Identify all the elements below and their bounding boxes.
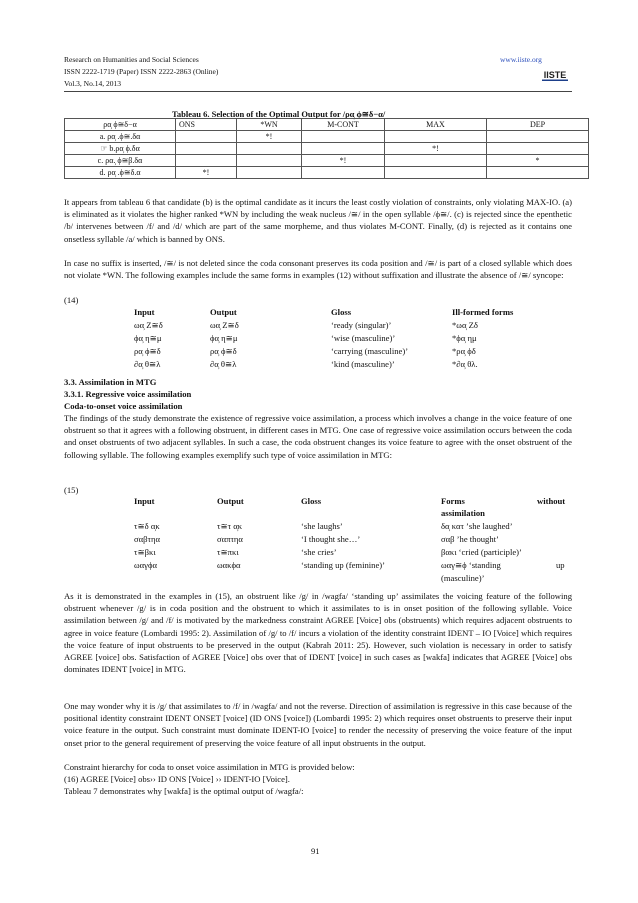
violation-mark xyxy=(302,143,385,155)
column-header-ill-formed: Ill-formed forms xyxy=(452,307,514,317)
violation-mark xyxy=(176,131,237,143)
violation-mark: *! xyxy=(385,143,487,155)
section-heading-3-3: 3.3. Assimilation in MTG xyxy=(64,377,157,387)
column-header-input: Input xyxy=(134,307,155,317)
violation-mark xyxy=(302,167,385,179)
candidate-label: ☞ b.ρα̦ ϕ.δα xyxy=(65,143,176,155)
example-unassimilated-form: (masculine)’ xyxy=(441,573,485,583)
column-header-without: without xyxy=(537,496,566,506)
example-output: ωακϕα xyxy=(217,560,241,570)
example-gloss: ‘she cries’ xyxy=(301,547,337,557)
example-gloss: ‘I thought she…’ xyxy=(301,534,361,544)
constraint-header: DEP xyxy=(487,119,589,131)
subsection-heading: Coda-to-onset voice assimilation xyxy=(64,401,183,411)
violation-mark xyxy=(385,131,487,143)
journal-url-link[interactable]: www.iiste.org xyxy=(500,55,542,64)
column-header-output: Output xyxy=(210,307,237,317)
candidate-label: c. ρα.̦ ϕ≅β.δα xyxy=(65,155,176,167)
constraint-header: M-CONT xyxy=(302,119,385,131)
column-header-input: Input xyxy=(134,496,155,506)
example-output: ∂α̦ θ≅λ xyxy=(210,359,237,369)
issn-line: ISSN 2222-1719 (Paper) ISSN 2222-2863 (Online) xyxy=(64,67,219,76)
table-row xyxy=(65,155,589,167)
example-unassimilated-form: ωαγ≅ϕ ‘standing xyxy=(441,560,501,570)
hierarchy-intro: Constraint hierarchy for coda to onset voice assimilation in MTG is provided below: xyxy=(64,762,355,772)
paragraph-direction: One may wonder why it is /g/ that assimilates to /f/ in /wagfa/ and not the reverse. Direction of assimilation is regressive in this case because of the positional identity constraint IDENT ONSET [voice] (ID ONS [voice]) (Lombardi 1995: 2) which requires onset obstruents to preserve their input voice feature in the output. Such constraint must dominate IDENT-IO [voice] to render the necessity of preserving the voice feature of the input onset prior to the general requirement of preserving the voice feature of all input obstruents in the output. xyxy=(64,701,572,748)
example-ill-formed: *ϕα̦ ημ xyxy=(452,333,477,343)
candidate-label: d. ρα̦ .ϕ≅δ.α xyxy=(65,167,176,179)
example-input: ωαγϕα xyxy=(134,560,157,570)
violation-mark xyxy=(176,155,237,167)
volume-line: Vol.3, No.14, 2013 xyxy=(64,79,121,88)
column-header-gloss: Gloss xyxy=(331,307,352,317)
example-input: ∂α̦ θ≅λ xyxy=(134,359,161,369)
iiste-logo xyxy=(540,66,570,82)
example-ill-formed: *ωα̦ Ζδ xyxy=(452,320,478,330)
violation-mark: *! xyxy=(302,155,385,167)
column-header-output: Output xyxy=(217,496,244,506)
table-row xyxy=(65,167,589,179)
example-gloss: ‘ready (singular)’ xyxy=(331,320,392,330)
example-input: ωα̦ Ζ≅δ xyxy=(134,320,163,330)
constraint-header: ONS xyxy=(176,119,237,131)
section-heading-3-3-1: 3.3.1. Regressive voice assimilation xyxy=(64,389,192,399)
example-unassimilated-form: δα̦ κατ ’she laughed’ xyxy=(441,521,513,531)
example-output: ϕα̦ η≅μ xyxy=(210,333,238,343)
constraint-hierarchy-16: (16) AGREE [Voice] obs›› ID ONS [Voice] ›› IDENT-IO [Voice]. xyxy=(64,774,290,784)
violation-mark: * xyxy=(487,155,589,167)
candidate-label: a. ρα̦ .ϕ≅.δα xyxy=(65,131,176,143)
tableau-input: ρα̦ ϕ≅δ−α xyxy=(65,119,176,131)
violation-mark: *! xyxy=(237,131,302,143)
example-input: τ≅βκι xyxy=(134,547,156,557)
violation-mark xyxy=(176,143,237,155)
example-output: τ≅πκι xyxy=(217,547,239,557)
column-header-assimilation: assimilation xyxy=(441,508,485,518)
violation-mark xyxy=(385,167,487,179)
violation-mark xyxy=(237,155,302,167)
paragraph-voice-assimilation: The findings of the study demonstrate the existence of regressive voice assimilation, a process which involves a change in the voice feature of one obstruent so that it agrees with a following obstruent, in different cases in MTG. One case of regressive voice assimilation occurs between the coda and onset obstruents of two adjacent syllables. In such a case, the coda obstruent changes its voice feature to agree with the onset obstruent of the following syllable. The following examples exemplify such type of voice assimilation in MTG: xyxy=(64,413,572,460)
example-unassimilated-form: up xyxy=(556,560,565,570)
example-unassimilated-form: βακι ‘cried (participle)’ xyxy=(441,547,522,557)
table-row xyxy=(65,119,589,131)
violation-mark xyxy=(487,167,589,179)
example-gloss: ‘wise (masculine)’ xyxy=(331,333,396,343)
example-output: σαπτηα xyxy=(217,534,243,544)
table-row xyxy=(65,143,589,155)
violation-mark xyxy=(237,167,302,179)
violation-mark xyxy=(385,155,487,167)
violation-mark xyxy=(487,143,589,155)
example-gloss: ‘kind (masculine)’ xyxy=(331,359,395,369)
tableau-6-caption: Tableau 6. Selection of the Optimal Output for /ρα̦ ϕ≅δ−α/ xyxy=(172,109,386,119)
violation-mark xyxy=(487,131,589,143)
example-input: τ≅δ α̦κ xyxy=(134,521,160,531)
header-rule xyxy=(64,91,572,92)
example-input: ϕα̦ η≅μ xyxy=(134,333,162,343)
example-gloss: ‘carrying (masculine)’ xyxy=(331,346,409,356)
column-header-gloss: Gloss xyxy=(301,496,322,506)
tableau-7-intro: Tableau 7 demonstrates why [wakfa] is the optimal output of /wagfa/: xyxy=(64,786,304,796)
example-15-number: (15) xyxy=(64,485,79,495)
constraint-header: MAX xyxy=(385,119,487,131)
example-unassimilated-form: σαβ ’he thought’ xyxy=(441,534,499,544)
example-gloss: ‘she laughs’ xyxy=(301,521,343,531)
paragraph-no-suffix: In case no suffix is inserted, /≅/ is not deleted since the coda consonant preserves its coda position and /≅/ is part of a closed syllable which does not violate *WN. The following examples include the same forms in examples (12) without suffixation and illustrate the absence of /≅/ syncope: xyxy=(64,258,572,281)
constraint-header: *WN xyxy=(237,119,302,131)
example-input: σαβτηα xyxy=(134,534,160,544)
violation-mark xyxy=(237,143,302,155)
example-gloss: ‘standing up (feminine)’ xyxy=(301,560,386,570)
table-row xyxy=(65,131,589,143)
example-output: τ≅τ α̦κ xyxy=(217,521,243,531)
paragraph-tableau6-analysis: It appears from tableau 6 that candidate (b) is the optimal candidate as it incurs the least costly violation of constraints, only violating MAX-IO. (a) is eliminated as it violates the higher ranked *WN by including the weak nucleus /≅/ in the open syllable /ϕ≅/. (c) is rejected since the epenthetic /b/ intervenes between /f/ and /d/ which are part of the same morpheme, and thus violates M-CONT. Finally, (d) is rejected as it contains one onsetless syllable /a/ which is banned by ONS. xyxy=(64,197,572,244)
violation-mark: *! xyxy=(176,167,237,179)
example-14-number: (14) xyxy=(64,295,79,305)
paragraph-agree-voice: As it is demonstrated in the examples in (15), an obstruent like /g/ in /wagfa/ ‘standing up’ assimilates the voicing feature of the following obstruent whenever /g/ is in coda position and the obstruent to which it assimilates to is in onset position of the following syllable. Voice assimilation between /g/ and /f/ is motivated by the markedness constraint AGREE [Voice] obs (obstruents) which requires adjacent obstruents to agree in voice feature (Lombardi 1995: 2). Assimilation of /g/ to /f/ incurs a violation of the identity constraint IDENT – IO [Voice] which requires the voice feature of input obstruents to be preserved in the output (Kabrah 2011: 25). However, such violation is necessary in order to satisfy AGREE [voice] obs. Satisfaction of AGREE [Voice] obs over that of IDENT [voice] in such cases as [wakfa] indicates that AGREE [Voice] obs dominates IDENT [voice] in MTG. xyxy=(64,591,572,675)
logo-text: IISTE xyxy=(543,70,567,80)
example-ill-formed: *∂α̦ θλ. xyxy=(452,359,478,369)
example-input: ρα̦ ϕ≅δ xyxy=(134,346,161,356)
tableau-6 xyxy=(64,118,589,179)
example-output: ρα̦ ϕ≅δ xyxy=(210,346,237,356)
violation-mark xyxy=(302,131,385,143)
column-header-forms: Forms xyxy=(441,496,465,506)
example-output: ωα̦ Ζ≅δ xyxy=(210,320,239,330)
example-ill-formed: *ρα̦ ϕδ xyxy=(452,346,476,356)
page-number: 91 xyxy=(311,846,320,856)
journal-name: Research on Humanities and Social Sciences xyxy=(64,55,199,64)
